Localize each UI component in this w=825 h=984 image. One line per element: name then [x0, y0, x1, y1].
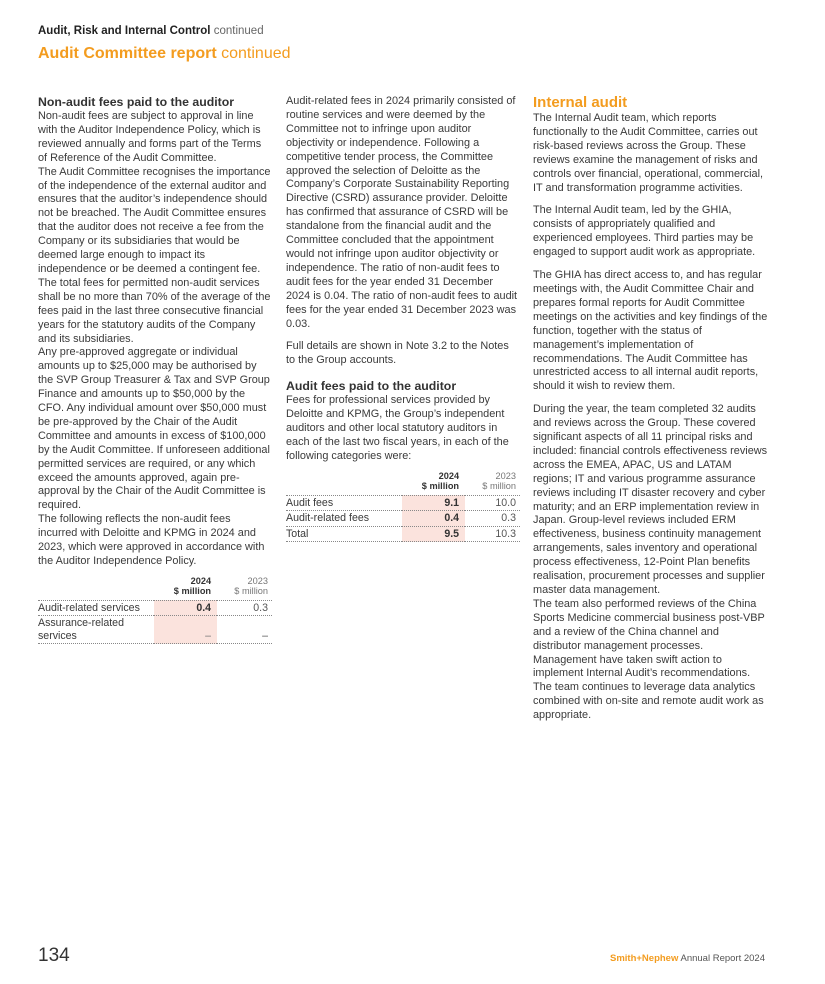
column-non-audit-fees [38, 95, 272, 644]
paragraph: Fees for professional services provided by Deloitte and KPMG, the Group’s independent auditors and other local statutory auditors in each of the last two fiscal years, in each of the following categories were: [286, 394, 509, 462]
table-row: Audit-related fees 0.4 0.3 [286, 511, 520, 527]
non-audit-fees-table [38, 576, 272, 645]
paragraph: Any pre-approved aggregate or individual amounts up to $25,000 may be authorised by the SVP Group Treasurer & Tax and SVP Group Finance and amounts up to $50,000 by the CFO. Any individual amount over $50,000 must be pre-approved by the Chair of the Audit Committee and amounts in excess of $100,000 by the Audit Committee. If unforeseen additional permitted services are required, or any which exceed the amounts approved, again pre-approval by the Chair of the Audit Committee is required. [38, 346, 270, 512]
section-continued: continued [213, 25, 264, 37]
paragraph: During the year, the team completed 32 audits and reviews across the Group. These covered significant aspects of all 11 principal risks and included: financial controls effectiveness reviews across the EMEA, APAC, US and LATAM regions; IT and various programme assurance reviews including IT disaster recovery and cyber maturity; and an ERP implementation review in Japan. Group-level reviews included ERM effectiveness, business continuity management arrangements, sales inventory and operational process effectiveness, 12-Point Plan benefits realisation, procurement processes and supplier master data management. [533, 403, 768, 596]
page-title-continued: continued [221, 45, 291, 62]
paragraph: The Internal Audit team, led by the GHIA, consists of appropriately qualified and experienced employees. Third parties may be engaged to support audit work as appropriate. [533, 204, 756, 259]
paragraph: The GHIA has direct access to, and has regular meetings with, the Audit Committee Chair and prepares formal reports for Audit Committee meetings on the activities and key findings of the function, together with the status of management’s implementation of recommendations. The Audit Committee has unrestricted access to all internal audit reports, should it wish to review them. [533, 269, 768, 393]
table-row: Audit fees 9.1 10.0 [286, 495, 520, 511]
paragraph: Full details are shown in Note 3.2 to the Notes to the Group accounts. [286, 340, 509, 367]
paragraph: The team also performed reviews of the China Sports Medicine commercial business post-VBP and a review of the China channel and distributor management processes. Management have taken swift action to implement Internal Audit’s recommendations. The team continues to leverage data analytics combined with on-site and remote audit work as appropriate. [533, 597, 765, 722]
paragraph: Non-audit fees are subject to approval in line with the Auditor Independence Policy, which is reviewed annually and forms part of the Terms of Reference of the Audit Committee. [38, 110, 262, 164]
table-row: Assurance-related services – – [38, 616, 272, 644]
table-header-2023: 2023 $ million [234, 575, 268, 597]
page-title [38, 45, 291, 63]
paragraph: The following reflects the non-audit fees incurred with Deloitte and KPMG in 2024 and 2023, which were approved in accordance with the Auditor Independence Policy. [38, 513, 265, 567]
paragraph: The Internal Audit team, which reports functionally to the Audit Committee, carries out risk-based reviews across the Group. These reviews examine the management of risks and controls over financial, operational, commercial, IT and transformation programme activities. [533, 112, 764, 194]
report-name: Annual Report 2024 [680, 953, 765, 964]
column-internal-audit [533, 94, 768, 723]
table-header-2023: 2023 $ million [482, 470, 516, 492]
audit-fees-table [286, 471, 520, 543]
paragraph: The Audit Committee recognises the importance of the independence of the external auditor and ensures that the auditor’s independence should not be breached. The Audit Committee ensures that the auditor does not receive a fee from the Company or its subsidiaries that would be deemed large enough to impact its independence or be deemed a contingent fee. The total fees for permitted non-audit services shall be no more than 70% of the average of the fees paid in the last three consecutive financial years for the statutory audits of the Company and its subsidiaries. [38, 165, 271, 345]
page-number: 134 [38, 945, 70, 966]
brand-name: Smith+Nephew [609, 953, 679, 964]
table-header-2024: 2024 $ million [173, 575, 212, 597]
heading-audit-fees: Audit fees paid to the auditor [286, 379, 457, 394]
page-title-text: Audit Committee report [38, 45, 217, 62]
paragraph: Audit-related fees in 2024 primarily consisted of routine services and were deemed by the Committee not to infringe upon auditor objectivity or independence. Following a competitive tender process, the Committee approved the selection of Deloitte as the Company’s Corporate Sustainability Reporting Directive (CSRD) assurance provider. Deloitte has confirmed that assurance of CSRD will be standalone from the financial audit and the Committee concluded that the appointment would not infringe upon auditor objectivity or independence. The ratio of non-audit fees to audit fees for the year ended 31 December 2024 is 0.04. The ratio of non-audit fees to audit fees for the year ended 31 December 2023 was 0.03. [286, 95, 518, 330]
section-name: Audit, Risk and Internal Control [38, 25, 211, 37]
heading-internal-audit: Internal audit [533, 94, 628, 111]
heading-non-audit-fees: Non-audit fees paid to the auditor [38, 95, 235, 109]
section-kicker [38, 25, 264, 37]
footer-brand [610, 953, 765, 964]
table-header-2024: 2024 $ million [421, 470, 460, 492]
column-audit-fees [286, 95, 520, 542]
table-row: Audit-related services 0.4 0.3 [38, 600, 272, 616]
table-row-total: Total 9.5 10.3 [286, 526, 520, 542]
